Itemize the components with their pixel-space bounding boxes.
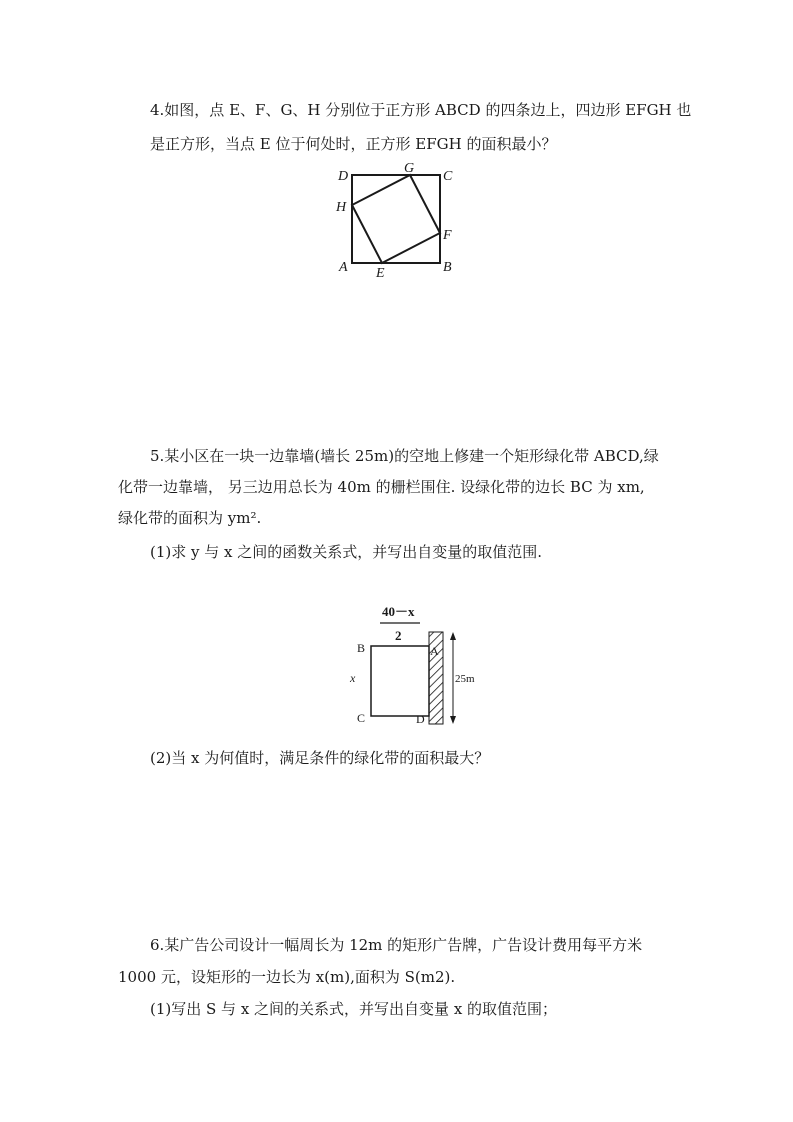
q5-part1: (1)求 y 与 x 之间的函数关系式，并写出自变量的取值范围. [150, 543, 543, 561]
label-d: D [416, 712, 425, 726]
label-d: D [338, 169, 349, 184]
q4-square-figure [330, 160, 460, 285]
q5-wall-figure [340, 598, 480, 730]
label-f: F [443, 228, 452, 243]
q6-text-line1: 6.某广告公司设计一幅周长为 12m 的矩形广告牌，广告设计费用每平方米 [150, 936, 643, 954]
label-a: A [339, 260, 348, 275]
label-c: C [357, 711, 366, 725]
q5-text-line3: 绿化带的面积为 ym². [118, 509, 262, 527]
label-b: B [443, 260, 452, 275]
q5-part2: (2)当 x 为何值时，满足条件的绿化带的面积最大？ [150, 749, 490, 767]
fraction-numerator: 40－x [382, 604, 415, 619]
q4-text-line2: 是正方形，当点 E 位于何处时，正方形 EFGH 的面积最小？ [150, 135, 557, 153]
square-efgh [352, 175, 440, 263]
q6-part1: (1)写出 S 与 x 之间的关系式，并写出自变量 x 的取值范围； [150, 1000, 558, 1018]
label-g: G [404, 161, 415, 176]
label-x: x [350, 671, 356, 685]
q5-text-line1: 5.某小区在一块一边靠墙(墙长 25m)的空地上修建一个矩形绿化带 ABCD,绿 [150, 447, 659, 465]
dimension-arrow-top [450, 632, 456, 640]
square-abcd [352, 175, 440, 263]
q4-text-line1: 4.如图，点 E、F、G、H 分别位于正方形 ABCD 的四条边上，四边形 EFGH 也 [150, 101, 692, 119]
q6-text-line2: 1000 元，设矩形的一边长为 x(m),面积为 S(m2). [118, 968, 456, 986]
label-h: H [336, 200, 347, 215]
label-e: E [376, 266, 385, 281]
label-b: B [357, 641, 366, 655]
wall-label: 25m [455, 673, 475, 685]
q5-text-line2: 化带一边靠墙， 另三边用总长为 40m 的栅栏围住. 设绿化带的边长 BC 为 xm, [118, 478, 645, 496]
label-c: C [443, 169, 453, 184]
label-a: A [430, 644, 439, 658]
dimension-arrow-bottom [450, 716, 456, 724]
rect-abcd [371, 646, 429, 716]
fraction-denominator: 2 [395, 628, 402, 643]
